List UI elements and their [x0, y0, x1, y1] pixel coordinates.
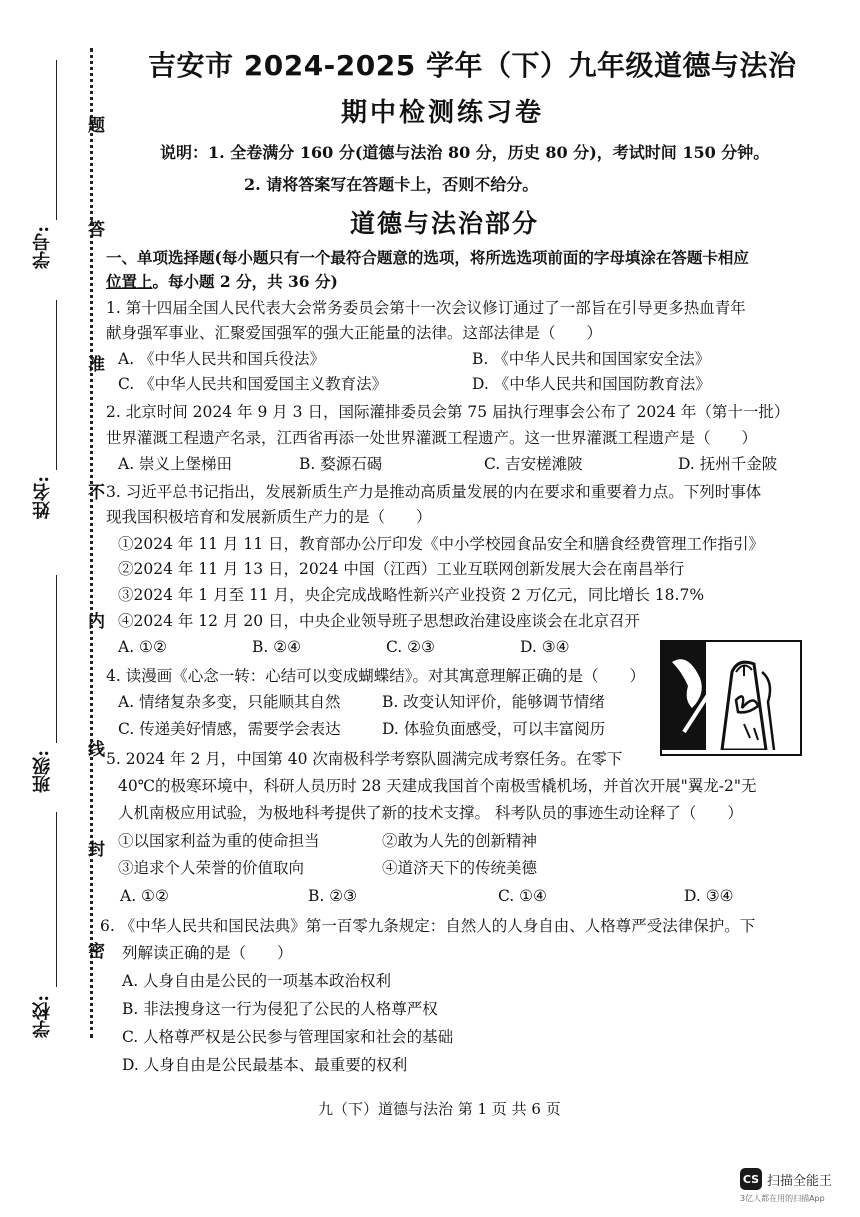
q6-option-b[interactable]: B. 非法搜身这一行为侵犯了公民的人格尊严权	[122, 1000, 438, 1018]
seal-char: 准	[84, 355, 104, 372]
watermark-name: 扫描全能王	[767, 1173, 833, 1189]
seal-line	[90, 48, 93, 1038]
q2-stem: 2. 北京时间 2024 年 9 月 3 日，国际灌排委员会第 75 届执行理事会公布了 2024 年（第十一批）	[106, 403, 790, 421]
q5-option-b[interactable]: B. ②③	[308, 887, 358, 905]
watermark-tagline: 3亿人都在用的扫描App	[740, 1194, 825, 1203]
q3-option-a[interactable]: A. ①②	[118, 638, 167, 656]
camscanner-icon: CS	[740, 1168, 762, 1190]
student-id-label: 学号:	[32, 226, 53, 269]
name-field[interactable]	[56, 300, 57, 470]
q2-option-d[interactable]: D. 抚州千金陂	[678, 455, 778, 473]
q1-option-a[interactable]: A. 《中华人民共和国兵役法》	[118, 350, 326, 368]
q1-option-c[interactable]: C. 《中华人民共和国爱国主义教育法》	[118, 375, 388, 393]
class-field[interactable]	[56, 575, 57, 743]
q2-stem-cont: 世界灌溉工程遗产名录，江西省再添一处世界灌溉工程遗产。这一世界灌溉工程遗产是（ ）	[106, 429, 758, 447]
q4-option-c[interactable]: C. 传递美好情感，需要学会表达	[118, 720, 341, 738]
q3-option-d[interactable]: D. ③④	[520, 638, 570, 656]
instruction-1: 说明：1. 全卷满分 160 分(道德与法治 80 分，历史 80 分)，考试时间 150 分钟。	[160, 143, 770, 162]
q3-statement-1: ①2024 年 11 月 11 日，教育部办公厅印发《中小学校园食品安全和膳食经费管理工作指引》	[118, 535, 765, 553]
q5-stem-cont: 40℃的极寒环境中，科研人员历时 28 天建成我国首个南极雪橇机场，并首次开展"翼龙-2"无	[118, 777, 757, 795]
q5-option-a[interactable]: A. ①②	[120, 887, 169, 905]
q4-option-d[interactable]: D. 体验负面感受，可以丰富阅历	[382, 720, 606, 738]
exam-subtitle: 期中检测练习卷	[341, 98, 545, 128]
q1-option-d[interactable]: D. 《中华人民共和国国防教育法》	[472, 375, 711, 393]
seal-char: 答	[84, 220, 104, 237]
cartoon-drawing	[662, 642, 796, 750]
student-id-field[interactable]	[56, 60, 57, 220]
scanner-watermark	[740, 1168, 832, 1190]
part-heading-rest: 。每小题 2 分，共 36 分)	[152, 272, 338, 291]
q2-option-b[interactable]: B. 婺源石碣	[299, 455, 383, 473]
seal-char: 题	[84, 116, 104, 133]
seal-char: 线	[84, 740, 104, 757]
q3-statement-2: ②2024 年 11 月 13 日，2024 中国（江西）工业互联网创新发展大会在南昌举行	[118, 560, 685, 578]
section-title: 道德与法治部分	[350, 209, 540, 238]
q5-stem-cont2: 人机南极应用试验，为极地科考提供了新的技术支撑。 科考队员的事迹生动诠释了（ ）	[118, 804, 743, 822]
seal-char: 不	[84, 483, 104, 500]
exam-title: 吉安市 2024-2025 学年（下）九年级道德与法治	[148, 49, 797, 82]
q1-stem-cont: 献身强军事业、汇聚爱国强军的强大正能量的法律。这部法律是（ ）	[106, 324, 603, 342]
q1-stem: 1. 第十四届全国人民代表大会常务委员会第十一次会议修订通过了一部旨在引导更多热血青年	[106, 299, 746, 317]
part-heading-line2	[106, 272, 338, 292]
school-label: 学校:	[32, 995, 53, 1038]
part-heading: 一、单项选择题(每小题只有一个最符合题意的选项，将所选选项前面的字母填涂在答题卡相应	[106, 248, 749, 267]
q3-statement-3: ③2024 年 1 月至 11 月，央企完成战略性新兴产业投资 2 万亿元，同比增长 18.7%	[118, 586, 705, 604]
page-footer: 九（下）道德与法治 第 1 页 共 6 页	[318, 1100, 561, 1118]
q5-statement-2: ②敢为人先的创新精神	[382, 832, 538, 850]
instruction-2: 2. 请将答案写在答题卡上，否则不给分。	[244, 175, 539, 194]
q2-option-a[interactable]: A. 崇义上堡梯田	[118, 455, 233, 473]
cartoon-image	[660, 640, 802, 756]
school-field[interactable]	[56, 812, 57, 987]
seal-char: 密	[84, 942, 104, 959]
q5-statement-3: ③追求个人荣誉的价值取向	[118, 859, 305, 877]
q3-statement-4: ④2024 年 12 月 20 日，中央企业领导班子思想政治建设座谈会在北京召开	[118, 612, 641, 630]
seal-char: 封	[84, 840, 104, 857]
q6-stem-cont: 列解读正确的是（ ）	[122, 944, 293, 962]
q2-option-c[interactable]: C. 吉安槎滩陂	[484, 455, 583, 473]
underlined-text: 位置上	[106, 272, 153, 291]
q6-option-c[interactable]: C. 人格尊严权是公民参与管理国家和社会的基础	[122, 1028, 454, 1046]
name-label: 姓名:	[32, 476, 53, 519]
q5-option-c[interactable]: C. ①④	[498, 887, 547, 905]
q1-option-b[interactable]: B. 《中华人民共和国国家安全法》	[472, 350, 711, 368]
q5-statement-1: ①以国家利益为重的使命担当	[118, 832, 320, 850]
q6-option-d[interactable]: D. 人身自由是公民最基本、最重要的权利	[122, 1056, 408, 1074]
q4-option-a[interactable]: A. 情绪复杂多变，只能顺其自然	[118, 693, 341, 711]
q5-statement-4: ④道济天下的传统美德	[382, 859, 538, 877]
q3-stem: 3. 习近平总书记指出，发展新质生产力是推动高质量发展的内在要求和重要着力点。下列时事体	[106, 483, 762, 501]
q4-stem: 4. 读漫画《心念一转：心结可以变成蝴蝶结》。对其寓意理解正确的是（ ）	[106, 667, 645, 685]
q6-stem: 6. 《中华人民共和国民法典》第一百零九条规定：自然人的人身自由、人格尊严受法律保护。下	[100, 917, 756, 935]
q6-option-a[interactable]: A. 人身自由是公民的一项基本政治权利	[122, 972, 392, 990]
q5-option-d[interactable]: D. ③④	[684, 887, 734, 905]
q3-stem-cont: 现我国积极培育和发展新质生产力的是（ ）	[106, 508, 432, 526]
seal-char: 内	[84, 612, 104, 629]
q5-stem: 5. 2024 年 2 月，中国第 40 次南极科学考察队圆满完成考察任务。在零下	[106, 750, 623, 768]
q3-option-b[interactable]: B. ②④	[252, 638, 302, 656]
class-label: 班级:	[32, 750, 53, 793]
q4-option-b[interactable]: B. 改变认知评价，能够调节情绪	[382, 693, 605, 711]
q3-option-c[interactable]: C. ②③	[386, 638, 435, 656]
